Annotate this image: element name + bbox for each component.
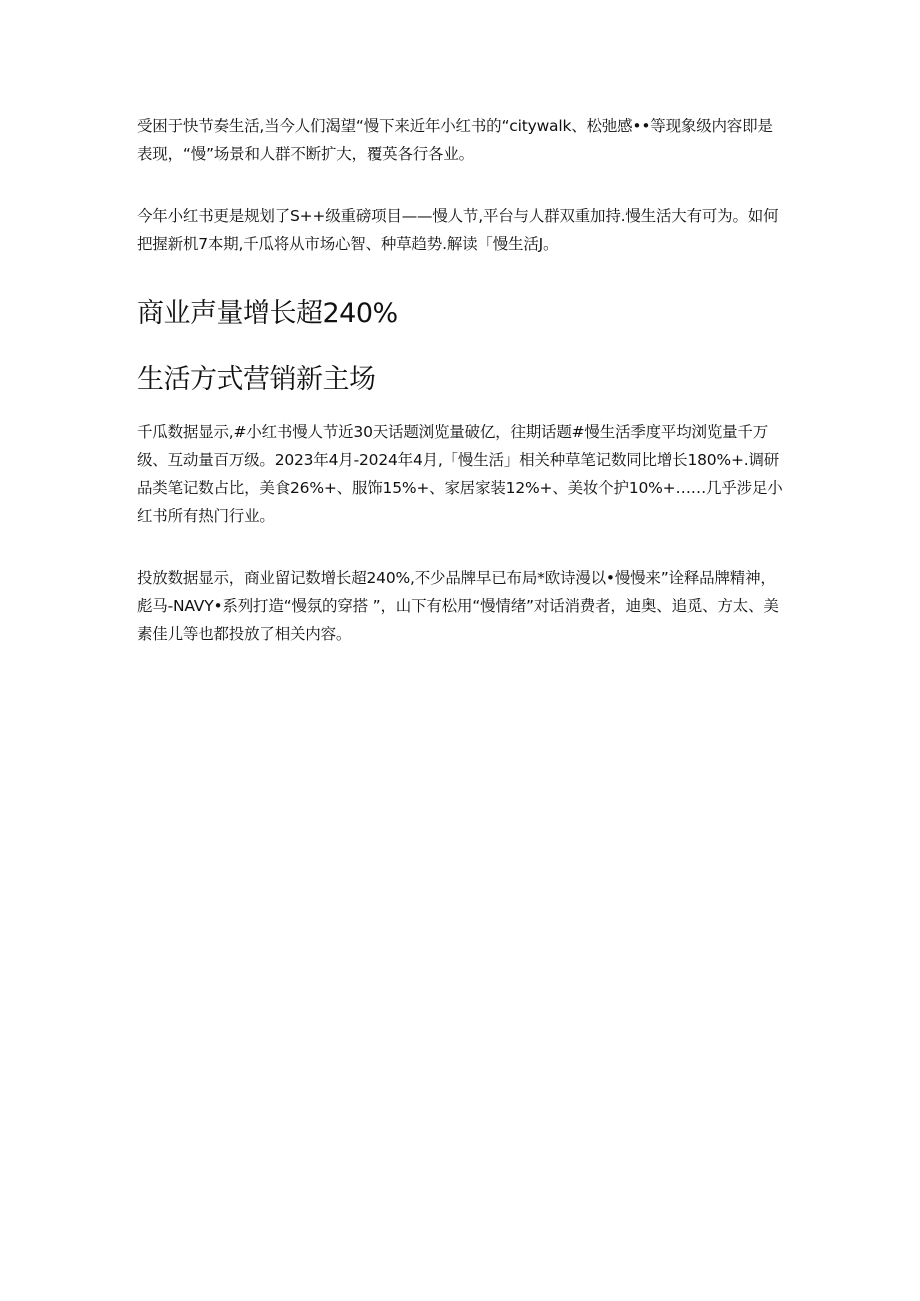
- brand-paragraph: 投放数据显示，商业留记数增长超240%,不少品牌早已布局*欧诗漫以•慢慢来”诠释品牌精神，彪马-NAVY•系列打造“慢氛的穿搭 ”，山下有松用“慢情绪”对话消费者，迪奥、追觅、方太、美素佳儿等也都投放了相关内容。: [137, 569, 779, 643]
- section-heading-lifestyle: 生活方式营销新主场: [137, 364, 376, 395]
- intro-paragraph: 受困于快节奏生活,当今人们渴望“慢下来近年小红书的“citywalk、松弛感••等现象级内容即是表现，“慢”场景和人群不断扩大，覆英各行各业。: [137, 117, 773, 163]
- data-paragraph: 千瓜数据显示,#小红书慢人节近30天话题浏览量破亿，往期话题#慢生活季度平均浏览量千万级、互动量百万级。2023年4月-2024年4月,「慢生活」相关种草笔记数同比增长180%+.调研品类笔记数占比，美食26%+、服饰15%+、家居家装12%+、美妆个护10%+……几乎涉足小红书所有热门行业。: [137, 423, 783, 525]
- section-heading-growth: 商业声量增长超240%: [137, 298, 398, 329]
- document-body: [137, 112, 787, 648]
- project-paragraph: 今年小红书更是规划了S++级重磅项目——慢人节,平台与人群双重加持.慢生活大有可为。如何把握新机7本期,千瓜将从市场心智、种草趋势.解读「慢生活J。: [137, 207, 779, 253]
